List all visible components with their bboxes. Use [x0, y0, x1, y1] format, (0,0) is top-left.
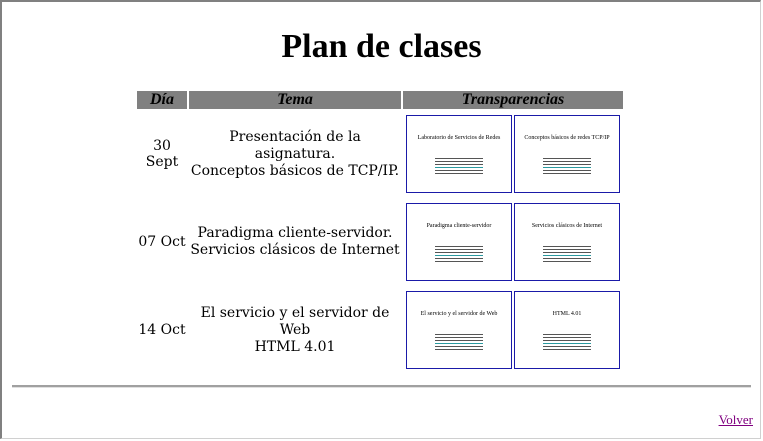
slide-title: HTML 4.01 — [552, 311, 582, 317]
slide-title: Servicios clásicos de Internet — [531, 223, 603, 229]
slide-title: El servicio y el servidor de Web — [420, 311, 498, 317]
table-row — [137, 287, 623, 373]
topic-line: HTML 4.01 — [254, 338, 336, 355]
slide-text-lines — [435, 158, 483, 176]
slide-text-lines — [435, 246, 483, 264]
slide-thumbnail-link[interactable] — [514, 203, 620, 281]
topic-line: Paradigma cliente-servidor. — [197, 225, 393, 241]
slides-cell — [403, 111, 623, 197]
class-plan-table — [135, 89, 625, 375]
topic-cell — [189, 111, 401, 197]
slide-title: Paradigma cliente-servidor — [426, 223, 492, 229]
day-cell: 07 Oct — [138, 234, 186, 250]
column-header-day: Día — [137, 91, 187, 109]
slide-text-lines — [543, 334, 591, 352]
page-title: Plan de clases — [281, 28, 482, 65]
table-header-row — [137, 91, 623, 109]
slide-thumbnail-link[interactable] — [406, 203, 512, 281]
slide-thumbnail-link[interactable] — [406, 115, 512, 193]
day-cell: 30 Sept — [145, 138, 179, 170]
slides-cell — [403, 287, 623, 373]
slide-text-lines — [543, 158, 591, 176]
slide-thumbnail-link[interactable] — [514, 115, 620, 193]
topic-line: Presentación de la asignatura. — [229, 128, 361, 162]
slide-title: Laboratorio de Servicios de Redes — [417, 135, 501, 141]
slide-thumbnail-link[interactable] — [514, 291, 620, 369]
slide-title: Conceptos básicos de redes TCP/IP — [524, 135, 610, 141]
topic-cell — [189, 287, 401, 373]
table-row — [137, 111, 623, 197]
topic-line: El servicio y el servidor de Web — [200, 304, 390, 338]
topic-line: Conceptos básicos de TCP/IP. — [190, 162, 400, 179]
horizontal-divider — [12, 385, 751, 388]
topic-line: Servicios clásicos de Internet — [190, 242, 400, 258]
slide-text-lines — [543, 246, 591, 264]
slides-cell — [403, 199, 623, 285]
back-link[interactable]: Volver — [718, 412, 753, 427]
slide-text-lines — [435, 334, 483, 352]
day-cell: 14 Oct — [138, 322, 186, 338]
table-row — [137, 199, 623, 285]
column-header-slides: Transparencias — [403, 91, 623, 109]
topic-cell — [189, 199, 401, 285]
column-header-topic: Tema — [189, 91, 401, 109]
slide-thumbnail-link[interactable] — [406, 291, 512, 369]
